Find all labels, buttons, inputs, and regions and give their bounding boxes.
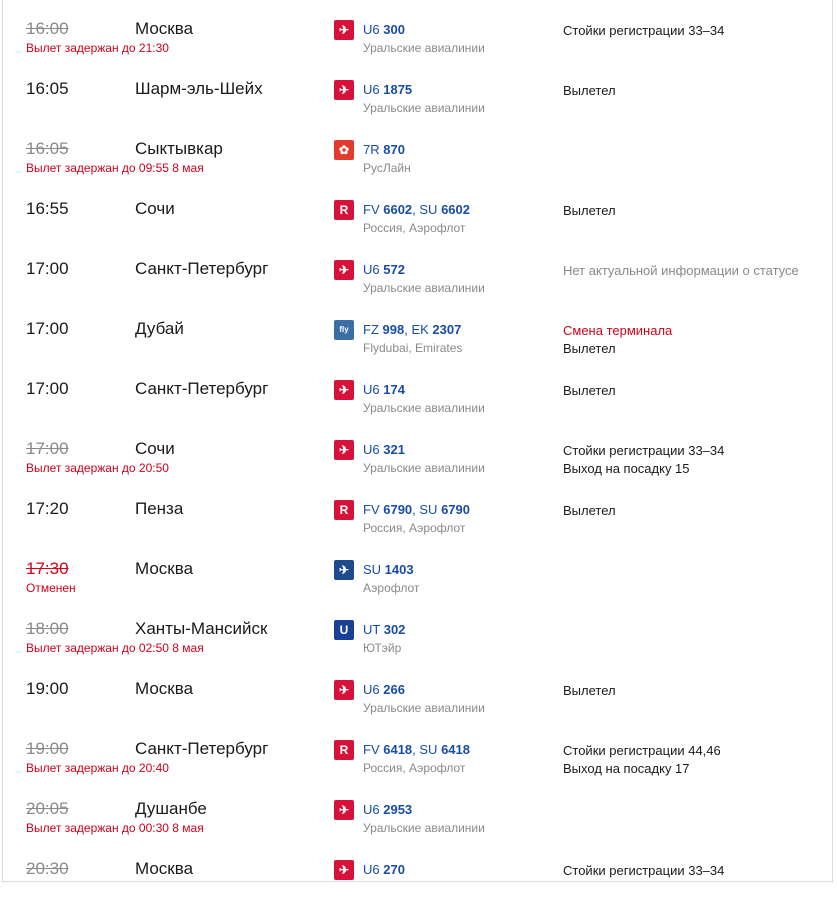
airline-code: FV [363, 502, 384, 517]
flight-numbers[interactable] [363, 682, 405, 698]
scheduled-time: 20:05 [26, 799, 69, 818]
flight-number[interactable]: 6418 [441, 742, 470, 757]
flight-number[interactable]: 870 [383, 142, 405, 157]
scheduled-time: 17:00 [26, 379, 69, 398]
flight-row[interactable] [0, 480, 837, 540]
flight-row[interactable] [0, 60, 837, 120]
airline-code: U6 [363, 862, 384, 877]
destination-city[interactable]: Москва [135, 859, 194, 878]
airline-name: ЮТэйр [363, 641, 402, 655]
status-line: Вылетел [563, 683, 616, 698]
ural-airlines-logo-icon: ✈ [334, 800, 354, 820]
status-line: Выход на посадку 15 [563, 461, 690, 476]
scheduled-time: 17:00 [26, 319, 69, 338]
flight-status [563, 382, 616, 400]
flight-number[interactable]: 2307 [432, 322, 462, 337]
status-line: Вылетел [563, 383, 616, 398]
scheduled-time: 16:05 [26, 139, 69, 158]
airline-name: Уральские авиалинии [363, 461, 485, 475]
flight-number[interactable]: 6790 [441, 502, 470, 517]
flight-row[interactable] [0, 360, 837, 420]
flight-row[interactable] [0, 120, 837, 180]
flight-number[interactable]: 572 [383, 262, 405, 277]
destination-city[interactable]: Санкт-Петербург [135, 259, 269, 278]
airline-code: U6 [363, 442, 384, 457]
ural-airlines-logo-icon: ✈ [334, 680, 354, 700]
flight-row[interactable] [0, 240, 837, 300]
airline-name: РусЛайн [363, 161, 411, 175]
rossiya-logo-icon: R [334, 200, 354, 220]
destination-city[interactable]: Дубай [135, 319, 184, 338]
airline-code: UT [363, 622, 384, 637]
airline-name: Уральские авиалинии [363, 401, 485, 415]
airline-name: Flydubai, Emirates [363, 341, 463, 355]
flight-row[interactable] [0, 660, 837, 720]
destination-city[interactable]: Сочи [135, 439, 175, 458]
flight-number[interactable]: 1403 [384, 562, 414, 577]
destination-city[interactable]: Москва [135, 559, 194, 578]
flight-row[interactable] [0, 0, 837, 60]
flight-numbers[interactable] [363, 622, 405, 638]
delay-note: Вылет задержан до 20:50 [26, 461, 169, 475]
flight-numbers[interactable] [363, 862, 405, 878]
airline-code: SU [363, 562, 385, 577]
flight-row[interactable] [0, 420, 837, 480]
flight-status [563, 742, 721, 778]
flight-numbers[interactable] [363, 562, 414, 578]
airline-code: U6 [363, 682, 384, 697]
airline-name: Россия, Аэрофлот [363, 221, 466, 235]
status-line: Стойки регистрации 33–34 [563, 863, 725, 878]
flight-number[interactable]: 266 [383, 682, 405, 697]
airline-code: U6 [363, 382, 384, 397]
flight-number[interactable]: 6790 [383, 502, 413, 517]
destination-city[interactable]: Ханты-Мансийск [135, 619, 268, 638]
destination-city[interactable]: Сыктывкар [135, 139, 223, 158]
flight-status [563, 202, 616, 220]
airline-code: SU [419, 202, 442, 217]
delay-note: Вылет задержан до 09:55 8 мая [26, 161, 204, 175]
flight-row[interactable] [0, 840, 837, 900]
status-line: Стойки регистрации 44,46 [563, 743, 721, 758]
scheduled-time: 19:00 [26, 679, 69, 698]
scheduled-time: 16:00 [26, 19, 69, 38]
airline-code: SU [419, 502, 442, 517]
flight-numbers[interactable]: FV 6602, SU 6602 [363, 202, 470, 217]
flight-numbers[interactable] [363, 442, 405, 458]
ural-airlines-logo-icon: ✈ [334, 20, 354, 40]
flight-numbers[interactable] [363, 382, 405, 398]
utair-logo-icon: U [334, 620, 354, 640]
destination-city[interactable]: Санкт-Петербург [135, 739, 269, 758]
flight-number[interactable]: 321 [383, 442, 405, 457]
flight-numbers[interactable] [363, 22, 405, 38]
delay-note: Вылет задержан до 02:50 8 мая [26, 641, 204, 655]
airline-name: Уральские авиалинии [363, 281, 485, 295]
flight-status [563, 502, 616, 520]
aeroflot-logo-icon: ✈ [334, 560, 354, 580]
rossiya-logo-icon: R [334, 500, 354, 520]
rossiya-logo-icon: R [334, 740, 354, 760]
scheduled-time: 20:30 [26, 859, 69, 878]
destination-city[interactable]: Пенза [135, 499, 184, 518]
flight-status [563, 262, 799, 280]
flight-status [563, 682, 616, 700]
status-line: Вылетел [563, 341, 616, 356]
airline-code: FV [363, 742, 384, 757]
flight-row[interactable] [0, 720, 837, 780]
airline-code: FV [363, 202, 384, 217]
scheduled-time: 18:00 [26, 619, 69, 638]
status-line: Выход на посадку 17 [563, 761, 690, 776]
scheduled-time: 17:00 [26, 439, 69, 458]
scheduled-time: 17:20 [26, 499, 69, 518]
flight-row[interactable] [0, 180, 837, 240]
flight-numbers[interactable] [363, 142, 405, 158]
flight-number[interactable]: 270 [383, 862, 405, 877]
flight-number[interactable]: 998 [382, 322, 405, 337]
flight-status [563, 22, 724, 40]
airline-code: SU [419, 742, 442, 757]
delay-note: Отменен [26, 581, 76, 595]
destination-city[interactable]: Душанбе [135, 799, 207, 818]
scheduled-time: 17:30 [26, 559, 69, 578]
status-line: Вылетел [563, 503, 616, 518]
delay-note: Вылет задержан до 00:30 8 мая [26, 821, 204, 835]
flight-number[interactable]: 6418 [383, 742, 413, 757]
flight-numbers[interactable] [363, 802, 412, 818]
flight-number[interactable]: 174 [383, 382, 405, 397]
ural-airlines-logo-icon: ✈ [334, 860, 354, 880]
delay-note: Вылет задержан до 20:40 [26, 761, 169, 775]
flight-row[interactable] [0, 600, 837, 660]
ural-airlines-logo-icon: ✈ [334, 380, 354, 400]
flight-numbers[interactable]: FV 6790, SU 6790 [363, 502, 470, 517]
destination-city[interactable]: Санкт-Петербург [135, 379, 269, 398]
status-line: Вылетел [563, 203, 616, 218]
flight-number[interactable]: 6602 [383, 202, 413, 217]
flight-row[interactable] [0, 300, 837, 360]
status-line: Смена терминала [563, 323, 673, 338]
flight-numbers[interactable]: FZ 998, EK 2307 [363, 322, 462, 337]
flight-row[interactable] [0, 780, 837, 840]
destination-city[interactable]: Москва [135, 19, 194, 38]
airline-code: U6 [363, 82, 384, 97]
flight-number[interactable]: 1875 [383, 82, 413, 97]
scheduled-time: 17:00 [26, 259, 69, 278]
flight-status [563, 82, 616, 100]
status-line: Стойки регистрации 33–34 [563, 443, 725, 458]
delay-note: Вылет задержан до 21:30 [26, 41, 169, 55]
flydubai-logo-icon: fly [334, 320, 354, 340]
status-line: Нет актуальной информации о статусе [563, 263, 799, 278]
airline-code: U6 [363, 802, 384, 817]
flight-row[interactable] [0, 540, 837, 600]
airline-name: Россия, Аэрофлот [363, 761, 466, 775]
flight-number[interactable]: 300 [383, 22, 405, 37]
airline-name: Аэрофлот [363, 581, 420, 595]
airline-name: Уральские авиалинии [363, 701, 485, 715]
status-line: Вылетел [563, 83, 616, 98]
flight-status [563, 322, 672, 358]
destination-city[interactable]: Сочи [135, 199, 175, 218]
destination-city[interactable]: Москва [135, 679, 194, 698]
airline-code: U6 [363, 22, 384, 37]
scheduled-time: 16:55 [26, 199, 69, 218]
flight-numbers[interactable] [363, 82, 412, 98]
flight-numbers[interactable] [363, 262, 405, 278]
destination-city[interactable]: Шарм-эль-Шейх [135, 79, 263, 98]
ural-airlines-logo-icon: ✈ [334, 80, 354, 100]
airline-name: Уральские авиалинии [363, 101, 485, 115]
flight-status [563, 442, 724, 478]
airline-name: Уральские авиалинии [363, 41, 485, 55]
airline-code: FZ [363, 322, 383, 337]
airline-name: Россия, Аэрофлот [363, 521, 466, 535]
flight-number[interactable]: 2953 [383, 802, 413, 817]
airline-code: U6 [363, 262, 384, 277]
scheduled-time: 16:05 [26, 79, 69, 98]
ural-airlines-logo-icon: ✈ [334, 440, 354, 460]
flight-number[interactable]: 302 [383, 622, 406, 637]
scheduled-time: 19:00 [26, 739, 69, 758]
ruslain-logo-icon: ✿ [334, 140, 354, 160]
airline-code: EK [411, 322, 433, 337]
flight-status [563, 862, 724, 880]
flight-number[interactable]: 6602 [441, 202, 470, 217]
ural-airlines-logo-icon: ✈ [334, 260, 354, 280]
status-line: Стойки регистрации 33–34 [563, 23, 725, 38]
flight-numbers[interactable]: FV 6418, SU 6418 [363, 742, 470, 757]
airline-name: Уральские авиалинии [363, 821, 485, 835]
airline-code: 7R [363, 142, 384, 157]
